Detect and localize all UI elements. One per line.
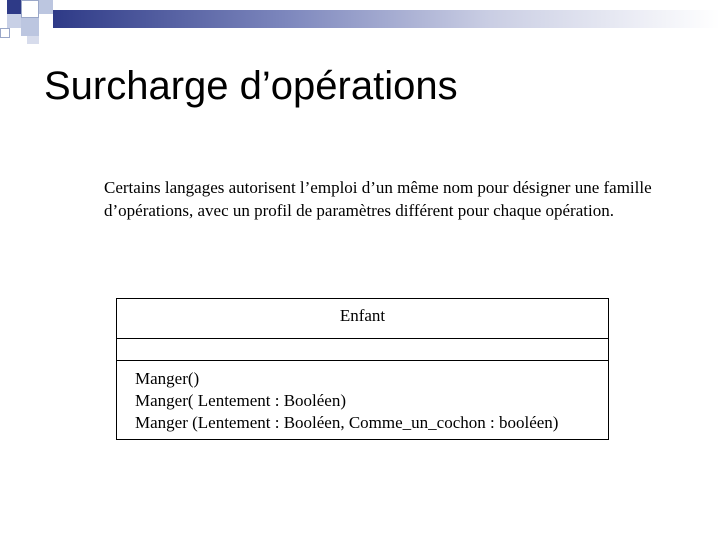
uml-class-name: Enfant	[117, 299, 608, 339]
decoration-square	[27, 36, 39, 44]
decoration-square	[0, 28, 10, 38]
uml-operations-compartment	[117, 361, 608, 434]
decoration-square	[39, 0, 53, 14]
uml-operation: Manger( Lentement : Booléen)	[135, 391, 347, 410]
uml-operation: Manger()	[135, 369, 200, 388]
uml-class-box	[116, 298, 609, 440]
decoration-square	[7, 14, 21, 28]
decoration-square	[21, 18, 39, 36]
header-gradient-bar	[53, 10, 720, 28]
uml-attributes-compartment	[117, 339, 608, 361]
decoration-square	[7, 0, 21, 14]
slide-title: Surcharge d’opérations	[44, 64, 458, 108]
slide-body-text: Certains langages autorisent l’emploi d’un même nom pour désigner une famille d’opérations, avec un profil de paramètres différent pour chaque opération.	[104, 178, 652, 220]
decoration-square	[21, 0, 39, 18]
uml-operation: Manger (Lentement : Booléen, Comme_un_cochon : booléen)	[135, 413, 559, 432]
